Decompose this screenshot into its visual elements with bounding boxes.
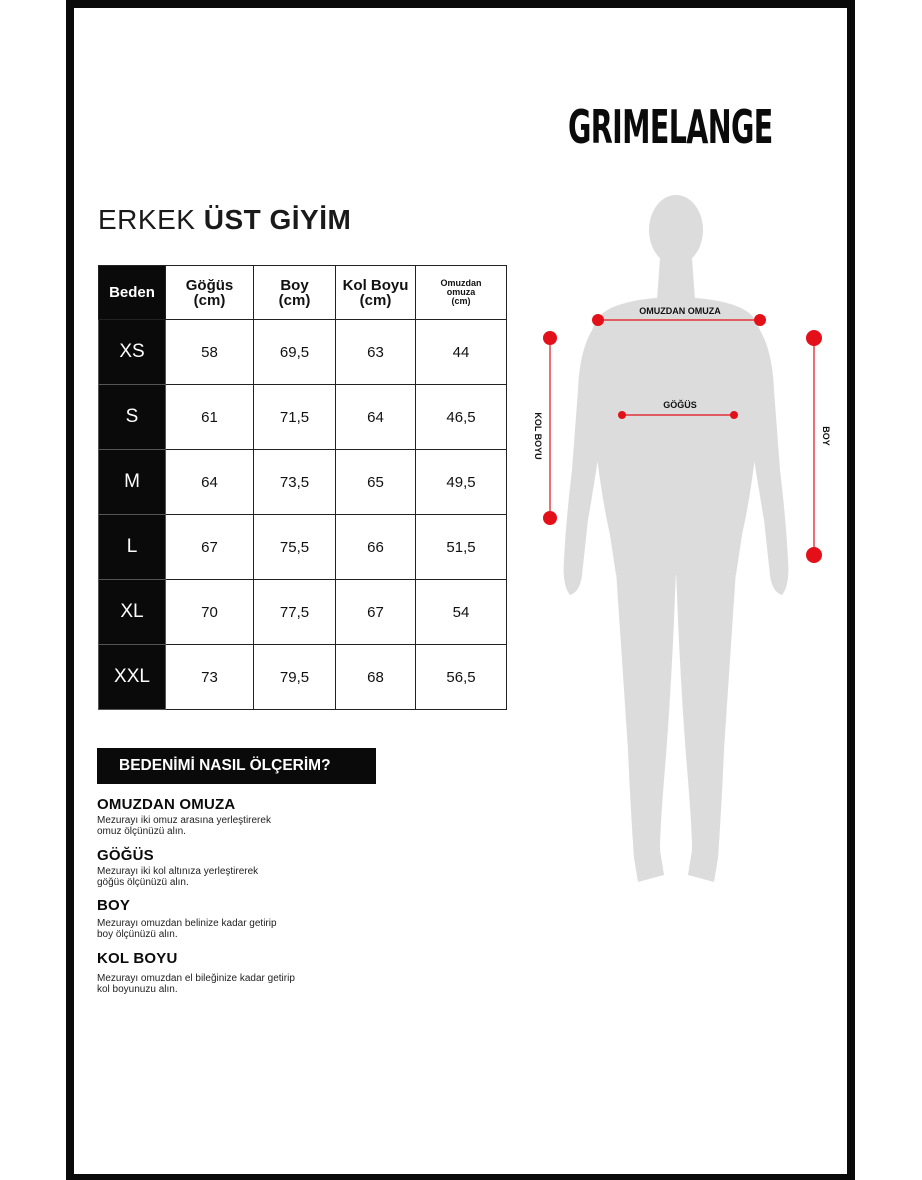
chest-label: GÖĞÜS — [663, 400, 697, 410]
kol-cell: 68 — [336, 645, 416, 710]
brand-logo: GRIMELANGE — [568, 100, 773, 154]
header-kol-boyu: Kol Boyu (cm) — [336, 266, 416, 320]
table-row — [99, 580, 507, 645]
guide-title: GÖĞÜS — [97, 847, 154, 864]
guide-text: Mezurayı omuzdan belinize kadar getirip boy ölçünüzü alın. — [97, 918, 277, 940]
omuz-cell: 46,5 — [416, 385, 507, 450]
boy-cell: 79,5 — [254, 645, 336, 710]
header-gogus: Göğüs (cm) — [166, 266, 254, 320]
kol-cell: 66 — [336, 515, 416, 580]
table-row — [99, 645, 507, 710]
size-cell: XXL — [99, 645, 166, 710]
boy-cell: 73,5 — [254, 450, 336, 515]
size-cell: M — [99, 450, 166, 515]
boy-cell: 75,5 — [254, 515, 336, 580]
kol-cell: 67 — [336, 580, 416, 645]
gogus-cell: 61 — [166, 385, 254, 450]
header-boy: Boy (cm) — [254, 266, 336, 320]
guide-text: Mezurayı iki kol altınıza yerleştirerek göğüs ölçünüzü alın. — [97, 866, 259, 888]
size-cell: L — [99, 515, 166, 580]
size-table-header — [99, 266, 507, 320]
table-row — [99, 450, 507, 515]
omuz-cell: 49,5 — [416, 450, 507, 515]
body-silhouette — [564, 195, 789, 882]
body-measurement-figure — [530, 190, 840, 890]
gogus-cell: 64 — [166, 450, 254, 515]
sleeve-label: KOL BOYU — [533, 412, 543, 460]
guide-shoulder — [97, 797, 397, 837]
table-row — [99, 320, 507, 385]
guide-length — [97, 898, 397, 940]
how-to-measure-banner: BEDENİMİ NASIL ÖLÇERİM? — [97, 748, 376, 784]
gogus-cell: 67 — [166, 515, 254, 580]
boy-cell: 69,5 — [254, 320, 336, 385]
sleeve-measure — [533, 331, 557, 525]
kol-cell: 65 — [336, 450, 416, 515]
table-row — [99, 385, 507, 450]
omuz-cell: 54 — [416, 580, 507, 645]
boy-cell: 71,5 — [254, 385, 336, 450]
header-beden: Beden — [99, 266, 166, 320]
guide-text: Mezurayı iki omuz arasına yerleştirerek omuz ölçünüzü alın. — [97, 815, 271, 837]
guide-title: KOL BOYU — [97, 950, 178, 967]
omuz-cell: 51,5 — [416, 515, 507, 580]
gogus-cell: 58 — [166, 320, 254, 385]
guide-title: BOY — [97, 897, 131, 914]
guide-title: OMUZDAN OMUZA — [97, 796, 236, 813]
size-cell: XL — [99, 580, 166, 645]
table-row — [99, 515, 507, 580]
kol-cell: 64 — [336, 385, 416, 450]
title-bold: ÜST GİYİM — [203, 204, 352, 235]
guide-sleeve — [97, 951, 397, 995]
guide-chest — [97, 848, 397, 888]
length-measure — [806, 330, 831, 563]
gogus-cell: 73 — [166, 645, 254, 710]
size-cell: S — [99, 385, 166, 450]
gogus-cell: 70 — [166, 580, 254, 645]
length-label: BOY — [821, 426, 831, 446]
omuz-cell: 44 — [416, 320, 507, 385]
kol-cell: 63 — [336, 320, 416, 385]
page-title — [98, 204, 351, 236]
boy-cell: 77,5 — [254, 580, 336, 645]
shoulder-label: OMUZDAN OMUZA — [639, 306, 721, 316]
omuz-cell: 56,5 — [416, 645, 507, 710]
header-omuzdan-omuza: Omuzdan omuza (cm) — [416, 266, 507, 320]
size-table — [98, 265, 507, 710]
title-light: ERKEK — [98, 204, 196, 235]
size-cell: XS — [99, 320, 166, 385]
guide-text: Mezurayı omuzdan el bileğinize kadar getirip kol boyunuzu alın. — [97, 973, 295, 995]
